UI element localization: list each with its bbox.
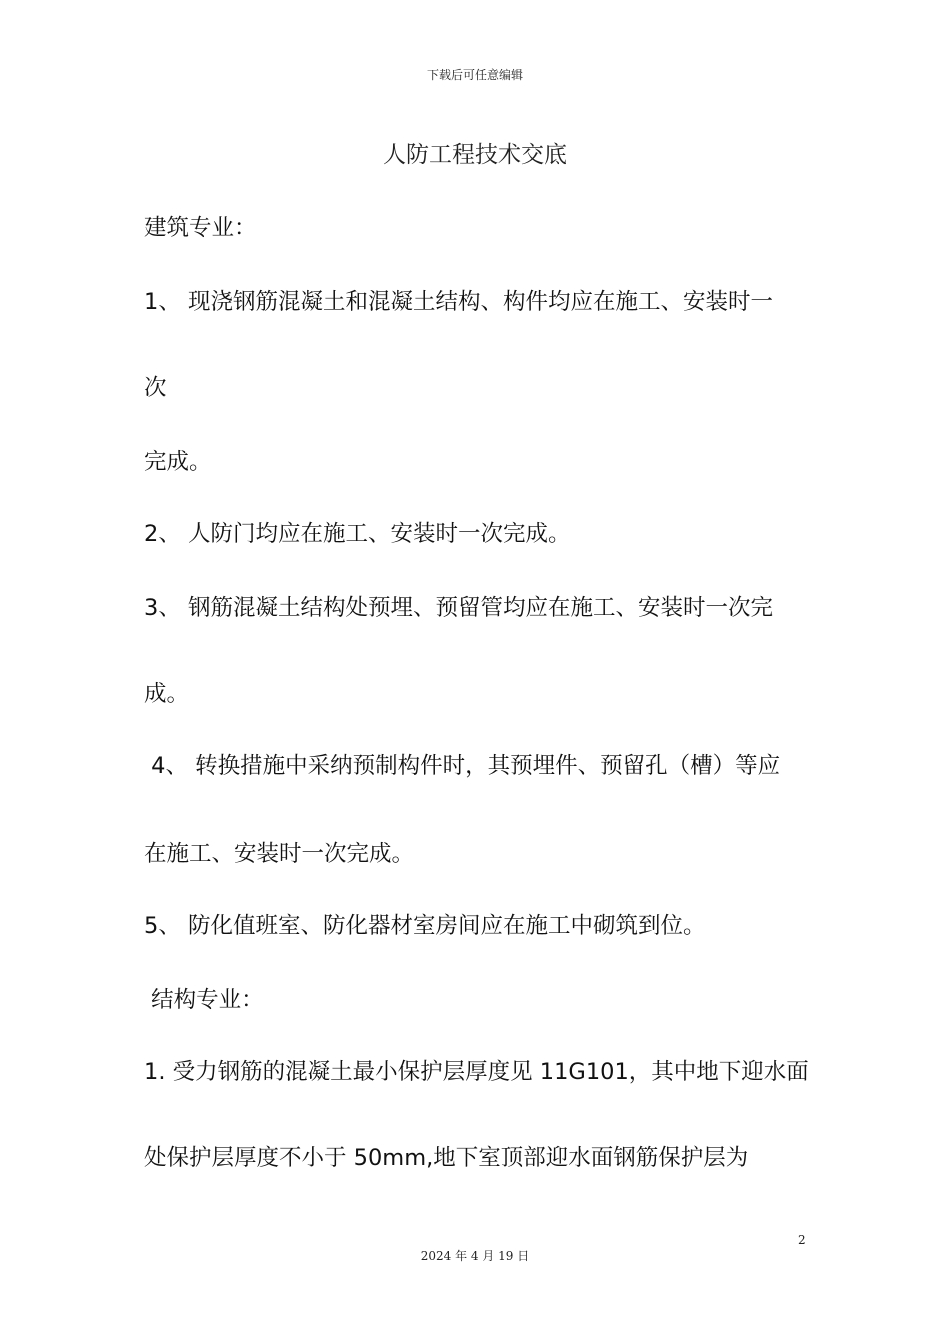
paragraph-line: 1、 现浇钢筋混凝土和混凝土结构、构件均应在施工、安装时一 [144, 289, 773, 315]
paragraph-line: 处保护层厚度不小于 50mm,地下室顶部迎水面钢筋保护层为 [144, 1145, 749, 1171]
paragraph-line: 4、 转换措施中采纳预制构件时，其预埋件、预留孔（槽）等应 [144, 753, 781, 779]
paragraph-line: 3、 钢筋混凝土结构处预埋、预留管均应在施工、安装时一次完 [144, 595, 773, 621]
paragraph-line: 5、 防化值班室、防化器材室房间应在施工中砌筑到位。 [144, 913, 706, 939]
page-footer-date: 2024 年 4 月 19 日 [420, 1249, 530, 1263]
section-heading-structure: 结构专业： [144, 987, 264, 1013]
section-heading-architecture: 建筑专业： [144, 215, 257, 241]
page-header: 下载后可任意编辑 [426, 68, 523, 82]
paragraph-line: 成。 [144, 681, 190, 707]
page-number: 2 [798, 1233, 806, 1247]
document-title: 人防工程技术交底 [383, 142, 567, 168]
paragraph-line: 2、 人防门均应在施工、安装时一次完成。 [144, 521, 571, 547]
paragraph-line: 次 [144, 375, 167, 401]
paragraph-line: 完成。 [144, 449, 212, 475]
paragraph-line: 1. 受力钢筋的混凝土最小保护层厚度见 11G101，其中地下迎水面 [144, 1059, 809, 1085]
paragraph-line: 在施工、安装时一次完成。 [144, 841, 415, 867]
